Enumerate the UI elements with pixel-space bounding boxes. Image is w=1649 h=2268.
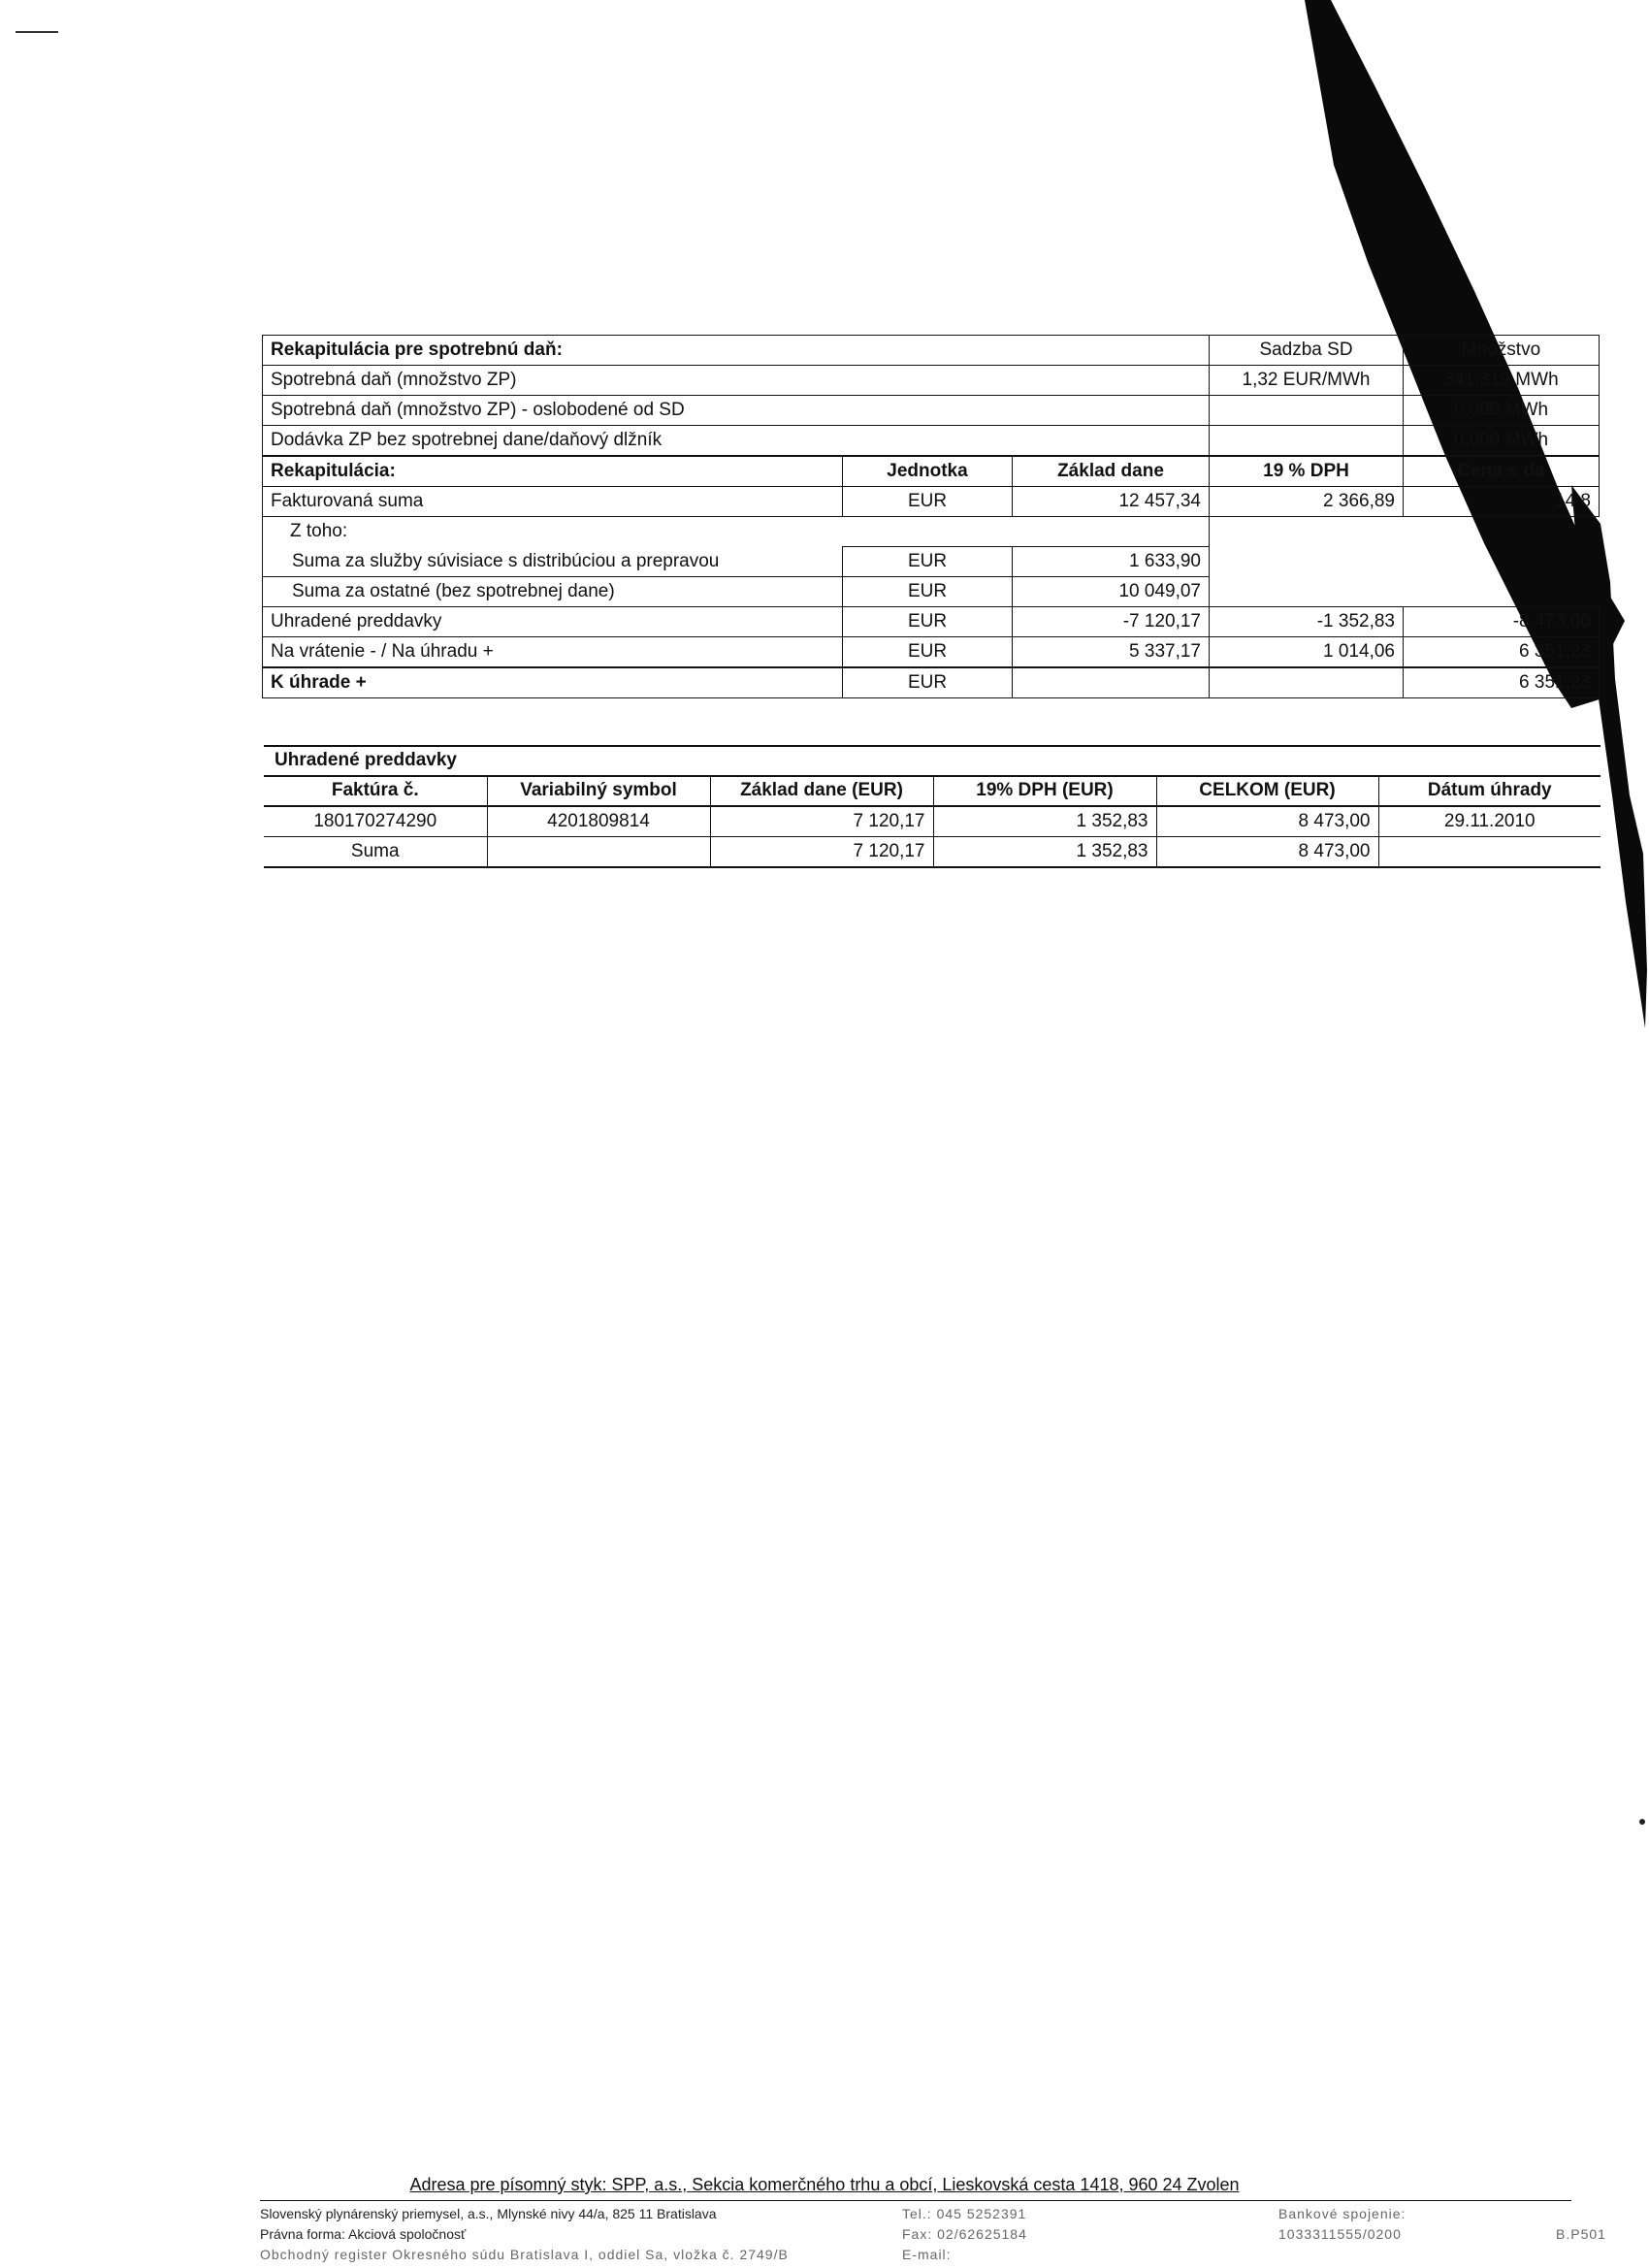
row-vat: 1 014,06 [1210,637,1404,668]
footer-email: E-mail: [902,2247,952,2262]
recap-unit-header: Jednotka [843,456,1013,487]
col-header-vs: Variabilný symbol [487,776,710,806]
row-total: 6 351,23 [1404,637,1600,668]
row-label: K úhrade + [263,667,843,698]
row-unit: EUR [843,667,1013,698]
recap-header-row [263,456,1600,487]
row-base: -7 120,17 [1013,607,1210,637]
cell-base: 7 120,17 [710,837,933,868]
recap-base-header: Základ dane [1013,456,1210,487]
cell-vat: 1 352,83 [933,837,1156,868]
row-base: 5 337,17 [1013,637,1210,668]
recap-header-label: Rekapitulácia: [263,456,843,487]
recap-refund-row [263,637,1600,668]
empty-cell [1210,517,1600,607]
col-header-invoice: Faktúra č. [264,776,487,806]
footer-legal-form: Právna forma: Akciová spoločnosť [260,2226,467,2242]
row-unit: EUR [843,607,1013,637]
col-header-vat: 19% DPH (EUR) [933,776,1156,806]
recap-table [262,335,1600,698]
row-total: -8 473,00 [1404,607,1600,637]
prepayments-title: Uhradené preddavky [275,750,457,770]
footer-register: Obchodný register Okresného súdu Bratislava I, oddiel Sa, vložka č. 2749/B [260,2247,789,2262]
col-header-base: Základ dane (EUR) [710,776,933,806]
prepayments-table [264,776,1600,868]
row-base: 12 457,34 [1013,487,1210,517]
cell-total: 8 473,00 [1156,806,1378,837]
row-label: Fakturovaná suma [263,487,843,517]
row-label: Suma za služby súvisiace s distribúciou a prepravou [263,547,843,577]
sum-row [264,837,1600,868]
excise-row [263,366,1600,396]
row-label: Na vrátenie - / Na úhradu + [263,637,843,668]
empty-cell [1378,837,1600,868]
excise-qty-header: Množstvo [1404,336,1600,366]
footer-address: Adresa pre písomný styk: SPP, a.s., Sekcia komerčného trhu a obcí, Lieskovská cesta 1418, 960 24 Zvolen [409,2175,1240,2194]
footer-company: Slovenský plynárenský priemysel, a.s., Mlynské nivy 44/a, 825 11 Bratislava [260,2206,717,2221]
of-which-label: Z toho: [263,517,1210,547]
row-total: 14 8 [1404,487,1600,517]
cell-invoice: 180170274290 [264,806,487,837]
row-vat: -1 352,83 [1210,607,1404,637]
row-base: 1 633,90 [1013,547,1210,577]
empty-cell [1013,667,1210,698]
cell-date: 29.11.2010 [1378,806,1600,837]
empty-cell [1210,667,1404,698]
cell-sum-label: Suma [264,837,487,868]
excise-header-label: Rekapitulácia pre spotrebnú daň: [263,336,1210,366]
col-header-total: CELKOM (EUR) [1156,776,1378,806]
row-label: Suma za ostatné (bez spotrebnej dane) [263,577,843,607]
excise-row-label: Spotrebná daň (množstvo ZP) [263,366,1210,396]
excise-row-qty: 0,000 MWh [1404,426,1600,457]
row-unit: EUR [843,487,1013,517]
excise-row-qty: 341,319 MWh [1404,366,1600,396]
recap-invoiced-row [263,487,1600,517]
footer-tel: Tel.: 045 5252391 [902,2206,1027,2221]
excise-row-qty: 0,000 MWh [1404,396,1600,426]
section-divider [264,745,1600,747]
scan-dot-mark [1639,1819,1645,1825]
col-header-date: Dátum úhrady [1378,776,1600,806]
excise-row-rate [1210,396,1404,426]
row-unit: EUR [843,547,1013,577]
footer-bank-number: 1033311555/0200 [1278,2226,1402,2242]
excise-row-label: Spotrebná daň (množstvo ZP) - oslobodené od SD [263,396,1210,426]
row-unit: EUR [843,637,1013,668]
recap-of-which-row [263,517,1600,547]
excise-row-rate [1210,426,1404,457]
excise-row-rate: 1,32 EUR/MWh [1210,366,1404,396]
row-label: Uhradené preddavky [263,607,843,637]
recap-paid-row [263,607,1600,637]
cell-vs: 4201809814 [487,806,710,837]
footer-fax: Fax: 02/62625184 [902,2226,1027,2242]
footer-divider [260,2200,1571,2201]
empty-cell [487,837,710,868]
excise-header-row [263,336,1600,366]
cell-vat: 1 352,83 [933,806,1156,837]
recap-total-header: Cena s da [1404,456,1600,487]
excise-row [263,396,1600,426]
row-unit: EUR [843,577,1013,607]
row-total: 6 351,23 [1404,667,1600,698]
recap-to-pay-row [263,667,1600,698]
row-vat: 2 366,89 [1210,487,1404,517]
footer-code: B.P501 [1556,2226,1606,2242]
table-row [264,806,1600,837]
cell-base: 7 120,17 [710,806,933,837]
row-base: 10 049,07 [1013,577,1210,607]
recap-vat-header: 19 % DPH [1210,456,1404,487]
excise-row [263,426,1600,457]
cell-total: 8 473,00 [1156,837,1378,868]
prepayments-header-row [264,776,1600,806]
excise-rate-header: Sadzba SD [1210,336,1404,366]
excise-row-label: Dodávka ZP bez spotrebnej dane/daňový dlžník [263,426,1210,457]
footer-bank: Bankové spojenie: [1278,2206,1406,2221]
